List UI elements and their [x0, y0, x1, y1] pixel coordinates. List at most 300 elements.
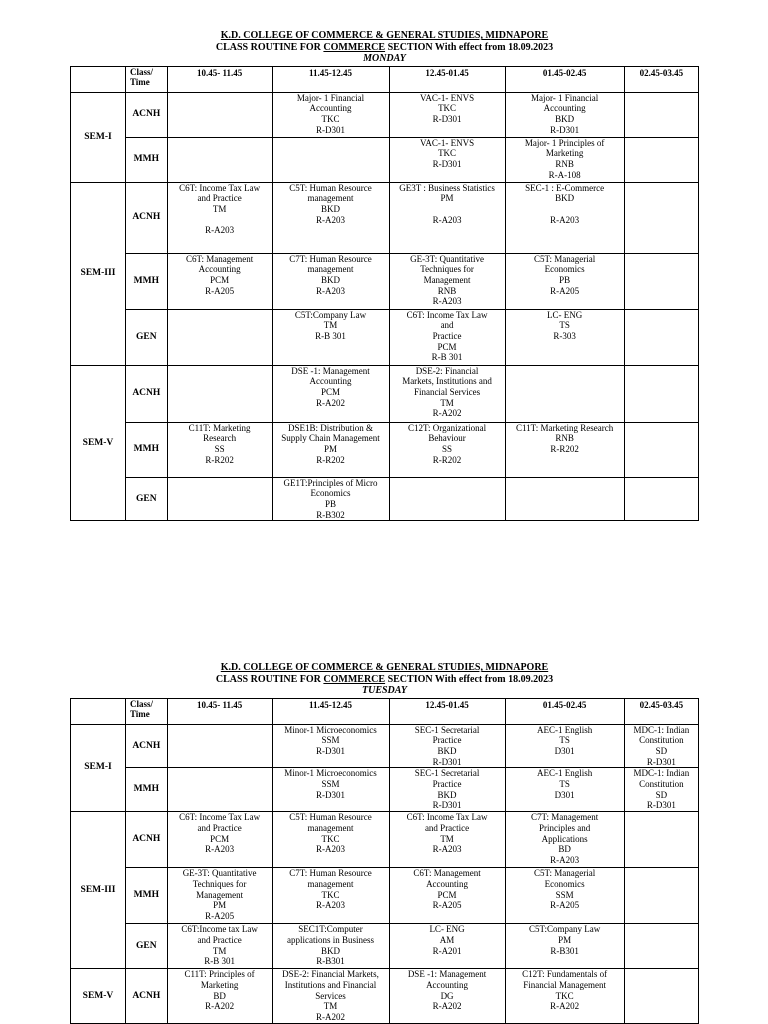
- class-cell: [505, 868, 624, 924]
- timetable-row: [71, 365, 699, 422]
- cell-line: Applications: [541, 833, 588, 844]
- cell-line: Constitution: [639, 779, 684, 790]
- cell-line: BKD: [321, 274, 341, 285]
- class-cell: [505, 137, 624, 182]
- class-cell: [505, 422, 624, 477]
- class-cell: [505, 477, 624, 521]
- section-label: MMH: [125, 422, 167, 477]
- cell-line: Major- 1 Principles of: [524, 137, 605, 148]
- cell-line: SEC-1 Secretarial: [414, 724, 480, 735]
- cell-line: Accounting: [198, 264, 241, 275]
- cell-line: RNB: [555, 433, 574, 444]
- class-cell: [389, 969, 505, 1024]
- tuesday-header: [70, 662, 699, 697]
- cell-line: [507, 204, 623, 215]
- cell-line: VAC-1- ENVS: [420, 92, 475, 103]
- cell-line: Markets, Institutions and: [402, 376, 492, 387]
- cell-line: SS: [442, 443, 453, 454]
- class-cell: [167, 92, 272, 137]
- class-cell: [389, 365, 505, 422]
- cell-line: R-D301: [316, 745, 346, 756]
- cell-line: R-A202: [316, 1011, 346, 1022]
- cell-line: R-D301: [432, 800, 462, 811]
- class-cell: [272, 182, 389, 253]
- cell-line: DSE -1: Management: [407, 969, 487, 980]
- timetable-row: [71, 309, 699, 365]
- class-cell: [272, 253, 389, 309]
- section-label: MMH: [125, 137, 167, 182]
- cell-line: Major- 1 Financial: [530, 92, 599, 103]
- cell-line: BD: [558, 844, 571, 855]
- cell-line: SEC-1 : E-Commerce: [525, 182, 605, 193]
- monday-header: [70, 30, 699, 65]
- class-cell: [624, 768, 698, 812]
- cell-line: SSM: [321, 779, 340, 790]
- class-cell: [624, 812, 698, 868]
- cell-line: management: [307, 822, 354, 833]
- cell-line: BKD: [437, 789, 457, 800]
- cell-line: R-A203: [205, 844, 235, 855]
- cell-line: R-A205: [432, 900, 462, 911]
- routine-section: COMMERCE: [323, 673, 386, 685]
- section-label: ACNH: [125, 812, 167, 868]
- cell-line: R-A205: [205, 285, 235, 296]
- timetable-row: [71, 724, 699, 768]
- cell-line: and Practice: [197, 934, 242, 945]
- cell-line: SD: [655, 789, 668, 800]
- cell-line: [391, 204, 504, 215]
- cell-line: Financial Management: [523, 979, 606, 990]
- cell-line: Accounting: [426, 878, 469, 889]
- class-cell: [389, 92, 505, 137]
- section-label: MMH: [125, 253, 167, 309]
- cell-line: R-A203: [316, 214, 346, 225]
- cell-line: C5T: Managerial: [533, 868, 596, 879]
- cell-line: R-A203: [550, 214, 580, 225]
- cell-line: Financial Services: [413, 386, 481, 397]
- semester-label: SEM-V: [71, 365, 126, 521]
- timetable-row: [71, 768, 699, 812]
- cell-line: R-A203: [316, 844, 346, 855]
- class-cell: [167, 812, 272, 868]
- class-cell: [167, 724, 272, 768]
- cell-line: AM: [439, 934, 455, 945]
- cell-line: Marketing: [545, 148, 584, 159]
- timetable-row: [71, 182, 699, 253]
- class-cell: [389, 724, 505, 768]
- class-cell: [272, 309, 389, 365]
- blank-corner: [71, 698, 126, 724]
- cell-line: R-A203: [432, 844, 462, 855]
- class-cell: [389, 924, 505, 969]
- cell-line: BKD: [555, 193, 575, 204]
- class-cell: [389, 182, 505, 253]
- cell-line: DSE-2: Financial: [415, 365, 479, 376]
- time-slot-header: 11.45-12.45: [272, 66, 389, 92]
- cell-line: R-303: [553, 330, 576, 341]
- cell-line: TM: [212, 203, 227, 214]
- cell-line: BD: [213, 990, 226, 1001]
- timetable-row: [71, 137, 699, 182]
- cell-line: R-A203: [316, 285, 346, 296]
- cell-line: BKD: [555, 113, 575, 124]
- cell-line: R-D301: [646, 756, 676, 767]
- class-cell: [505, 92, 624, 137]
- cell-line: TKC: [438, 103, 457, 114]
- routine-title: [70, 42, 699, 54]
- cell-line: R-A-108: [548, 169, 581, 180]
- class-time-header: [125, 66, 167, 92]
- time-slot-header: 10.45- 11.45: [167, 66, 272, 92]
- cell-line: Minor-1 Microeconomics: [284, 768, 377, 779]
- cell-line: C7T: Human Resource: [289, 868, 372, 879]
- class-cell: [272, 365, 389, 422]
- section-label: GEN: [125, 477, 167, 521]
- cell-line: C12T: Organizational: [408, 422, 487, 433]
- cell-line: Accounting: [426, 979, 469, 990]
- cell-line: R-D301: [550, 124, 580, 135]
- routine-prefix: CLASS ROUTINE FOR: [215, 41, 324, 53]
- monday-routine: [70, 30, 699, 521]
- cell-line: R-A205: [550, 285, 580, 296]
- cell-line: PCM: [210, 833, 230, 844]
- cell-line: R-R202: [205, 454, 234, 465]
- cell-line: GE-3T: Quantitative: [182, 868, 257, 879]
- cell-line: C6T: Management: [185, 253, 254, 264]
- cell-line: R-A203: [432, 296, 462, 307]
- cell-line: R-D301: [316, 789, 346, 800]
- cell-line: R-A202: [205, 1001, 235, 1012]
- cell-line: PM: [558, 934, 572, 945]
- class-cell: [624, 422, 698, 477]
- cell-line: Practice: [432, 779, 462, 790]
- class-cell: [272, 422, 389, 477]
- cell-line: D301: [554, 745, 575, 756]
- cell-line: DSE -1: Management: [291, 365, 370, 376]
- cell-line: R-B 301: [431, 352, 463, 363]
- cell-line: AEC-1 English: [536, 724, 593, 735]
- class-cell: [167, 182, 272, 253]
- class-cell: [624, 182, 698, 253]
- section-label: GEN: [125, 924, 167, 969]
- cell-line: Constitution: [639, 735, 684, 746]
- cell-line: GE1T:Principles of Micro: [283, 477, 378, 488]
- cell-line: SSM: [321, 735, 340, 746]
- cell-line: LC- ENG: [429, 924, 465, 935]
- class-cell: [167, 422, 272, 477]
- class-time-header: [125, 698, 167, 724]
- time-slot-header: 12.45-01.45: [389, 66, 505, 92]
- cell-line: C12T: Fundamentals of: [522, 969, 608, 980]
- cell-line: R-D301: [646, 800, 676, 811]
- class-cell: [624, 477, 698, 521]
- cell-line: AEC-1 English: [536, 768, 593, 779]
- time-label: Time: [129, 709, 150, 720]
- cell-line: R-B301: [316, 956, 345, 967]
- class-cell: [624, 868, 698, 924]
- timetable-row: [71, 812, 699, 868]
- tuesday-timetable: [70, 698, 699, 1024]
- cell-line: C6T: Income Tax Law: [406, 309, 488, 320]
- cell-line: RNB: [437, 285, 457, 296]
- cell-line: C6T: Income Tax Law: [406, 812, 488, 823]
- cell-line: Economics: [544, 264, 585, 275]
- class-cell: [389, 812, 505, 868]
- cell-line: R-A203: [205, 225, 235, 236]
- timetable-row: [71, 477, 699, 521]
- cell-line: PCM: [321, 386, 341, 397]
- cell-line: C7T: Human Resource: [289, 253, 372, 264]
- semester-label: SEM-III: [71, 182, 126, 365]
- cell-line: PCM: [437, 889, 457, 900]
- cell-line: Practice: [432, 735, 462, 746]
- class-cell: [272, 868, 389, 924]
- cell-line: PB: [559, 274, 571, 285]
- cell-line: C6T: Income Tax Law: [179, 182, 261, 193]
- cell-line: R-R202: [432, 454, 462, 465]
- class-cell: [505, 969, 624, 1024]
- cell-line: TM: [323, 320, 338, 331]
- monday-timetable: [70, 66, 699, 522]
- cell-line: C5T: Human Resource: [289, 182, 372, 193]
- college-name: K.D. COLLEGE OF COMMERCE & GENERAL STUDIES, MIDNAPORE: [220, 30, 549, 41]
- section-label: ACNH: [125, 92, 167, 137]
- cell-line: BKD: [437, 745, 457, 756]
- routine-prefix: CLASS ROUTINE FOR: [215, 673, 324, 685]
- cell-line: Behaviour: [428, 433, 466, 444]
- cell-line: SEC1T:Computer: [298, 924, 363, 935]
- cell-line: R-A203: [316, 900, 346, 911]
- section-label: GEN: [125, 309, 167, 365]
- section-label: ACNH: [125, 182, 167, 253]
- cell-line: R-R202: [316, 454, 345, 465]
- day-label: TUESDAY: [361, 685, 407, 696]
- cell-line: MDC-1: Indian: [633, 768, 690, 779]
- cell-line: and Practice: [424, 822, 470, 833]
- cell-line: R-A203: [432, 214, 462, 225]
- time-slot-header: 10.45- 11.45: [167, 698, 272, 724]
- class-cell: [624, 253, 698, 309]
- time-slot-header: 02.45-03.45: [624, 66, 698, 92]
- cell-line: C6T:Income tax Law: [181, 924, 258, 935]
- cell-line: TKC: [321, 833, 340, 844]
- blank-corner: [71, 66, 126, 92]
- cell-line: and: [440, 320, 454, 331]
- cell-line: R-D301: [432, 158, 462, 169]
- cell-line: C11T: Principles of: [184, 969, 255, 980]
- cell-line: Minor-1 Microeconomics: [284, 724, 377, 735]
- class-cell: [505, 365, 624, 422]
- class-cell: [505, 253, 624, 309]
- cell-line: Economics: [544, 878, 585, 889]
- cell-line: MDC-1: Indian: [633, 724, 690, 735]
- cell-line: TM: [323, 1001, 338, 1012]
- class-cell: [272, 724, 389, 768]
- cell-line: GE-3T: Quantitative: [410, 253, 484, 264]
- header-row: [71, 698, 699, 724]
- time-slot-header: 02.45-03.45: [624, 698, 698, 724]
- header-row: [71, 66, 699, 92]
- cell-line: TS: [559, 735, 570, 746]
- class-cell: [624, 137, 698, 182]
- time-slot-header: 01.45-02.45: [505, 66, 624, 92]
- cell-line: management: [307, 264, 354, 275]
- cell-line: R-A205: [550, 900, 580, 911]
- class-cell: [505, 309, 624, 365]
- time-label: Time: [129, 77, 150, 88]
- timetable-row: [71, 969, 699, 1024]
- cell-line: Marketing: [200, 979, 239, 990]
- cell-line: R-A205: [205, 910, 235, 921]
- cell-line: R-A202: [316, 397, 346, 408]
- routine-suffix: SECTION With effect from 18.09.2023: [385, 41, 554, 53]
- semester-label: SEM-III: [71, 812, 126, 969]
- cell-line: SSM: [555, 889, 574, 900]
- cell-line: TM: [440, 397, 454, 408]
- class-cell: [167, 253, 272, 309]
- class-cell: [167, 137, 272, 182]
- college-name: K.D. COLLEGE OF COMMERCE & GENERAL STUDIES, MIDNAPORE: [220, 662, 549, 673]
- section-label: ACNH: [125, 969, 167, 1024]
- class-cell: [624, 365, 698, 422]
- cell-line: R-B302: [316, 509, 345, 520]
- class-cell: [167, 477, 272, 521]
- class-cell: [389, 422, 505, 477]
- cell-line: management: [307, 193, 354, 204]
- cell-line: Economics: [310, 488, 351, 499]
- cell-line: DSE-2: Financial Markets,: [282, 969, 379, 980]
- cell-line: SEC-1 Secretarial: [414, 768, 480, 779]
- cell-line: R-B301: [550, 945, 579, 956]
- cell-line: C6T: Management: [413, 868, 481, 879]
- cell-line: Institutions and Financial: [284, 979, 377, 990]
- cell-line: SS: [214, 443, 225, 454]
- timetable-row: [71, 422, 699, 477]
- cell-line: C5T:Company Law: [294, 309, 367, 320]
- cell-line: PCM: [210, 274, 230, 285]
- class-cell: [272, 137, 389, 182]
- class-cell: [272, 477, 389, 521]
- cell-line: PCM: [437, 341, 457, 352]
- cell-line: DSE1B: Distribution &: [288, 422, 374, 433]
- cell-line: Accounting: [309, 103, 352, 114]
- cell-line: and Practice: [197, 822, 242, 833]
- cell-line: R-A202: [432, 408, 462, 419]
- cell-line: TM: [212, 945, 227, 956]
- semester-label: SEM-I: [71, 724, 126, 812]
- class-label: Class/: [129, 66, 153, 77]
- class-cell: [389, 868, 505, 924]
- cell-line: R-D301: [432, 113, 462, 124]
- class-cell: [167, 969, 272, 1024]
- time-slot-header: 12.45-01.45: [389, 698, 505, 724]
- cell-line: C5T: Managerial: [533, 253, 596, 264]
- section-label: MMH: [125, 768, 167, 812]
- cell-line: C6T: Income Tax Law: [179, 812, 261, 823]
- class-cell: [505, 924, 624, 969]
- class-cell: [272, 92, 389, 137]
- class-cell: [272, 924, 389, 969]
- cell-line: R-B 301: [315, 330, 346, 341]
- cell-line: C5T:Company Law: [528, 924, 601, 935]
- class-cell: [167, 309, 272, 365]
- cell-line: Practice: [432, 330, 462, 341]
- semester-label: SEM-V: [71, 969, 126, 1024]
- routine-suffix: SECTION With effect from 18.09.2023: [385, 673, 554, 685]
- cell-line: TKC: [321, 113, 340, 124]
- class-label: Class/: [129, 698, 153, 709]
- cell-line: VAC-1- ENVS: [420, 137, 475, 148]
- class-cell: [389, 137, 505, 182]
- class-cell: [389, 477, 505, 521]
- cell-line: TM: [440, 833, 454, 844]
- cell-line: C5T: Human Resource: [289, 812, 372, 823]
- cell-line: management: [307, 878, 354, 889]
- class-cell: [389, 309, 505, 365]
- cell-line: C11T: Marketing Research: [516, 422, 614, 433]
- cell-line: DG: [440, 990, 454, 1001]
- cell-line: TS: [559, 320, 570, 331]
- cell-line: Management: [423, 274, 471, 285]
- class-cell: [624, 724, 698, 768]
- cell-line: [169, 215, 271, 226]
- cell-line: Techniques for: [420, 264, 474, 275]
- tuesday-routine: [70, 662, 699, 1024]
- cell-line: R-A203: [550, 854, 580, 865]
- routine-title: [70, 674, 699, 686]
- cell-line: TKC: [438, 148, 457, 159]
- cell-line: Management: [196, 889, 244, 900]
- cell-line: Principles and: [538, 822, 591, 833]
- routine-section: COMMERCE: [323, 41, 386, 53]
- semester-label: SEM-I: [71, 92, 126, 182]
- cell-line: Techniques for: [192, 878, 247, 889]
- timetable-row: [71, 92, 699, 137]
- day-label: MONDAY: [363, 53, 406, 64]
- cell-line: Major- 1 Financial: [296, 92, 365, 103]
- class-cell: [167, 768, 272, 812]
- cell-line: TKC: [555, 990, 574, 1001]
- timetable-row: [71, 924, 699, 969]
- class-cell: [167, 868, 272, 924]
- cell-line: D301: [554, 789, 575, 800]
- class-cell: [505, 812, 624, 868]
- cell-line: R-D301: [316, 124, 346, 135]
- section-label: ACNH: [125, 365, 167, 422]
- timetable-row: [71, 868, 699, 924]
- class-cell: [167, 365, 272, 422]
- cell-line: R-D301: [432, 756, 462, 767]
- cell-line: Accounting: [309, 376, 352, 387]
- class-cell: [272, 812, 389, 868]
- timetable-row: [71, 253, 699, 309]
- class-cell: [272, 969, 389, 1024]
- class-cell: [167, 924, 272, 969]
- cell-line: TS: [559, 779, 570, 790]
- cell-line: R-A202: [550, 1001, 580, 1012]
- cell-line: and Practice: [197, 193, 242, 204]
- section-label: MMH: [125, 868, 167, 924]
- class-cell: [624, 969, 698, 1024]
- class-cell: [389, 253, 505, 309]
- cell-line: Supply Chain Management: [281, 433, 380, 444]
- cell-line: BKD: [321, 203, 341, 214]
- class-cell: [389, 768, 505, 812]
- cell-line: GE3T : Business Statistics: [399, 182, 495, 193]
- cell-line: Accounting: [543, 103, 586, 114]
- cell-line: BKD: [321, 945, 341, 956]
- time-slot-header: 11.45-12.45: [272, 698, 389, 724]
